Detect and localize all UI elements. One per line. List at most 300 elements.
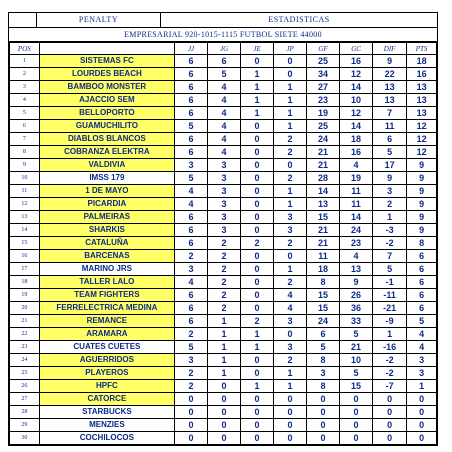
dif-cell: -2 bbox=[373, 367, 407, 380]
je-cell: 0 bbox=[241, 133, 274, 146]
gf-cell: 23 bbox=[307, 94, 340, 107]
gf-cell: 8 bbox=[307, 354, 340, 367]
gf-cell: 8 bbox=[307, 380, 340, 393]
gf-cell: 5 bbox=[307, 341, 340, 354]
jg-cell: 4 bbox=[208, 94, 241, 107]
team-name-cell: DIABLOS BLANCOS bbox=[39, 133, 174, 146]
table-row bbox=[10, 289, 437, 302]
je-cell: 1 bbox=[241, 380, 274, 393]
jg-cell: 4 bbox=[208, 120, 241, 133]
gf-cell: 8 bbox=[307, 276, 340, 289]
team-name-cell: COCHILOCOS bbox=[39, 432, 174, 445]
gc-cell: 13 bbox=[340, 263, 373, 276]
gf-cell: 13 bbox=[307, 198, 340, 211]
gc-cell: 11 bbox=[340, 198, 373, 211]
team-name-cell: IMSS 179 bbox=[39, 172, 174, 185]
dif-cell: -11 bbox=[373, 289, 407, 302]
jp-cell: 1 bbox=[274, 380, 307, 393]
position-cell: 30 bbox=[10, 432, 40, 445]
gc-cell: 4 bbox=[340, 159, 373, 172]
jj-cell: 6 bbox=[175, 107, 208, 120]
je-cell: 1 bbox=[241, 68, 274, 81]
jp-cell: 3 bbox=[274, 224, 307, 237]
position-cell: 24 bbox=[10, 354, 40, 367]
team-name-cell: PALMEIRAS bbox=[39, 211, 174, 224]
pts-cell: 18 bbox=[407, 55, 437, 68]
gf-cell: 3 bbox=[307, 367, 340, 380]
jg-cell: 0 bbox=[208, 432, 241, 445]
jj-cell: 5 bbox=[175, 172, 208, 185]
table-row bbox=[10, 393, 437, 406]
position-cell: 2 bbox=[10, 68, 40, 81]
jj-cell: 6 bbox=[175, 94, 208, 107]
position-cell: 22 bbox=[10, 328, 40, 341]
gc-cell: 18 bbox=[340, 133, 373, 146]
table-row bbox=[10, 146, 437, 159]
gc-cell: 0 bbox=[340, 432, 373, 445]
pts-cell: 12 bbox=[407, 120, 437, 133]
position-cell: 13 bbox=[10, 211, 40, 224]
jj-cell: 6 bbox=[175, 146, 208, 159]
pts-cell: 0 bbox=[407, 432, 437, 445]
position-cell: 1 bbox=[10, 55, 40, 68]
team-name-cell: BARCENAS bbox=[39, 250, 174, 263]
column-header-row bbox=[10, 43, 437, 55]
gc-cell: 16 bbox=[340, 146, 373, 159]
jg-cell: 2 bbox=[208, 289, 241, 302]
gf-cell: 14 bbox=[307, 185, 340, 198]
table-row bbox=[10, 55, 437, 68]
position-cell: 27 bbox=[10, 393, 40, 406]
gc-cell: 12 bbox=[340, 68, 373, 81]
team-name-cell: SISTEMAS FC bbox=[39, 55, 174, 68]
gc-cell: 11 bbox=[340, 185, 373, 198]
jp-cell: 3 bbox=[274, 341, 307, 354]
jp-cell: 0 bbox=[274, 419, 307, 432]
jg-cell: 4 bbox=[208, 133, 241, 146]
gc-cell: 10 bbox=[340, 94, 373, 107]
jp-cell: 1 bbox=[274, 263, 307, 276]
jg-cell: 5 bbox=[208, 68, 241, 81]
jp-cell: 2 bbox=[274, 276, 307, 289]
pts-cell: 9 bbox=[407, 211, 437, 224]
gc-cell: 4 bbox=[340, 250, 373, 263]
pts-cell: 4 bbox=[407, 341, 437, 354]
gf-cell: 24 bbox=[307, 133, 340, 146]
jg-cell: 0 bbox=[208, 406, 241, 419]
je-cell: 0 bbox=[241, 55, 274, 68]
table-row bbox=[10, 263, 437, 276]
position-cell: 19 bbox=[10, 289, 40, 302]
dif-cell: 7 bbox=[373, 107, 407, 120]
jj-cell: 2 bbox=[175, 380, 208, 393]
jp-cell: 2 bbox=[274, 172, 307, 185]
pts-cell: 9 bbox=[407, 198, 437, 211]
position-cell: 5 bbox=[10, 107, 40, 120]
jp-cell: 1 bbox=[274, 94, 307, 107]
pts-cell: 12 bbox=[407, 133, 437, 146]
pts-cell: 0 bbox=[407, 419, 437, 432]
jp-cell: 4 bbox=[274, 289, 307, 302]
gf-cell: 25 bbox=[307, 55, 340, 68]
dif-cell: -2 bbox=[373, 237, 407, 250]
je-cell: 1 bbox=[241, 341, 274, 354]
je-cell: 0 bbox=[241, 120, 274, 133]
table-row bbox=[10, 81, 437, 94]
dif-cell: 0 bbox=[373, 406, 407, 419]
dif-cell: 22 bbox=[373, 68, 407, 81]
table-row bbox=[10, 315, 437, 328]
gf-cell: 0 bbox=[307, 393, 340, 406]
jg-cell: 1 bbox=[208, 328, 241, 341]
pts-cell: 6 bbox=[407, 250, 437, 263]
gc-cell: 14 bbox=[340, 211, 373, 224]
gc-cell: 0 bbox=[340, 419, 373, 432]
team-name-cell: CATORCE bbox=[39, 393, 174, 406]
team-name-cell: VALDIVIA bbox=[39, 159, 174, 172]
dif-cell: -1 bbox=[373, 276, 407, 289]
jg-cell: 3 bbox=[208, 172, 241, 185]
pts-cell: 9 bbox=[407, 172, 437, 185]
gf-cell: 25 bbox=[307, 120, 340, 133]
je-cell: 1 bbox=[241, 328, 274, 341]
jp-cell: 1 bbox=[274, 120, 307, 133]
jp-cell: 2 bbox=[274, 146, 307, 159]
dif-cell: 13 bbox=[373, 94, 407, 107]
jg-cell: 2 bbox=[208, 250, 241, 263]
jp-cell: 1 bbox=[274, 107, 307, 120]
table-row bbox=[10, 107, 437, 120]
pts-cell: 8 bbox=[407, 237, 437, 250]
position-cell: 21 bbox=[10, 315, 40, 328]
dif-cell: 2 bbox=[373, 198, 407, 211]
jg-cell: 3 bbox=[208, 159, 241, 172]
column-header-pos: POS bbox=[10, 43, 40, 55]
column-header-team bbox=[39, 43, 174, 55]
position-cell: 10 bbox=[10, 172, 40, 185]
gf-cell: 19 bbox=[307, 107, 340, 120]
team-name-cell: AGUERRIDOS bbox=[39, 354, 174, 367]
jj-cell: 0 bbox=[175, 406, 208, 419]
pts-cell: 9 bbox=[407, 224, 437, 237]
jg-cell: 3 bbox=[208, 224, 241, 237]
pts-cell: 12 bbox=[407, 146, 437, 159]
pts-cell: 6 bbox=[407, 302, 437, 315]
je-cell: 0 bbox=[241, 276, 274, 289]
jp-cell: 4 bbox=[274, 302, 307, 315]
jg-cell: 2 bbox=[208, 237, 241, 250]
team-name-cell: 1 DE MAYO bbox=[39, 185, 174, 198]
dif-cell: -3 bbox=[373, 224, 407, 237]
team-name-cell: HPFC bbox=[39, 380, 174, 393]
jp-cell: 0 bbox=[274, 250, 307, 263]
jp-cell: 1 bbox=[274, 367, 307, 380]
column-header-jg: JG bbox=[208, 43, 241, 55]
position-cell: 16 bbox=[10, 250, 40, 263]
pts-cell: 3 bbox=[407, 354, 437, 367]
jp-cell: 1 bbox=[274, 198, 307, 211]
jj-cell: 6 bbox=[175, 81, 208, 94]
pts-cell: 1 bbox=[407, 380, 437, 393]
jp-cell: 0 bbox=[274, 393, 307, 406]
jj-cell: 3 bbox=[175, 159, 208, 172]
dif-cell: -16 bbox=[373, 341, 407, 354]
dif-cell: -2 bbox=[373, 354, 407, 367]
gc-cell: 26 bbox=[340, 289, 373, 302]
team-name-cell: MARINO JRS bbox=[39, 263, 174, 276]
jp-cell: 2 bbox=[274, 354, 307, 367]
je-cell: 0 bbox=[241, 146, 274, 159]
position-cell: 23 bbox=[10, 341, 40, 354]
position-cell: 3 bbox=[10, 81, 40, 94]
table-row bbox=[10, 380, 437, 393]
jj-cell: 6 bbox=[175, 237, 208, 250]
standings-table bbox=[9, 42, 437, 445]
header-row bbox=[9, 13, 437, 28]
je-cell: 0 bbox=[241, 159, 274, 172]
gc-cell: 21 bbox=[340, 341, 373, 354]
team-name-cell: FERRELECTRICA MEDINA bbox=[39, 302, 174, 315]
pts-cell: 9 bbox=[407, 185, 437, 198]
jj-cell: 4 bbox=[175, 276, 208, 289]
pts-cell: 6 bbox=[407, 276, 437, 289]
team-name-cell: ARAMARA bbox=[39, 328, 174, 341]
dif-cell: 0 bbox=[373, 419, 407, 432]
team-name-cell: GUAMUCHILITO bbox=[39, 120, 174, 133]
pts-cell: 0 bbox=[407, 406, 437, 419]
je-cell: 0 bbox=[241, 302, 274, 315]
team-name-cell: BELLOPORTO bbox=[39, 107, 174, 120]
gc-cell: 15 bbox=[340, 380, 373, 393]
table-row bbox=[10, 94, 437, 107]
gc-cell: 5 bbox=[340, 367, 373, 380]
position-cell: 20 bbox=[10, 302, 40, 315]
team-name-cell: SHARKIS bbox=[39, 224, 174, 237]
team-name-cell: TEAM FIGHTERS bbox=[39, 289, 174, 302]
jp-cell: 3 bbox=[274, 315, 307, 328]
pts-cell: 3 bbox=[407, 367, 437, 380]
gc-cell: 10 bbox=[340, 354, 373, 367]
jg-cell: 1 bbox=[208, 367, 241, 380]
team-name-cell: STARBUCKS bbox=[39, 406, 174, 419]
position-cell: 26 bbox=[10, 380, 40, 393]
jg-cell: 2 bbox=[208, 276, 241, 289]
gf-cell: 24 bbox=[307, 315, 340, 328]
jj-cell: 5 bbox=[175, 120, 208, 133]
table-row bbox=[10, 133, 437, 146]
jp-cell: 2 bbox=[274, 237, 307, 250]
jj-cell: 5 bbox=[175, 341, 208, 354]
table-row bbox=[10, 406, 437, 419]
je-cell: 0 bbox=[241, 250, 274, 263]
pts-cell: 13 bbox=[407, 107, 437, 120]
jj-cell: 0 bbox=[175, 419, 208, 432]
gc-cell: 36 bbox=[340, 302, 373, 315]
je-cell: 1 bbox=[241, 107, 274, 120]
gf-cell: 21 bbox=[307, 146, 340, 159]
table-row bbox=[10, 250, 437, 263]
team-name-cell: CATALUÑA bbox=[39, 237, 174, 250]
dif-cell: 7 bbox=[373, 250, 407, 263]
gc-cell: 0 bbox=[340, 393, 373, 406]
je-cell: 0 bbox=[241, 354, 274, 367]
dif-cell: 9 bbox=[373, 172, 407, 185]
je-cell: 1 bbox=[241, 94, 274, 107]
jg-cell: 0 bbox=[208, 419, 241, 432]
gc-cell: 14 bbox=[340, 81, 373, 94]
column-header-jp: JP bbox=[274, 43, 307, 55]
jg-cell: 4 bbox=[208, 81, 241, 94]
gf-cell: 27 bbox=[307, 81, 340, 94]
table-row bbox=[10, 237, 437, 250]
column-header-dif: DIF bbox=[373, 43, 407, 55]
gf-cell: 11 bbox=[307, 250, 340, 263]
jj-cell: 6 bbox=[175, 133, 208, 146]
position-cell: 14 bbox=[10, 224, 40, 237]
pts-cell: 6 bbox=[407, 263, 437, 276]
team-name-cell: AJACCIO SEM bbox=[39, 94, 174, 107]
team-name-cell: COBRANZA ELEKTRA bbox=[39, 146, 174, 159]
jj-cell: 2 bbox=[175, 328, 208, 341]
jp-cell: 1 bbox=[274, 81, 307, 94]
jp-cell: 0 bbox=[274, 159, 307, 172]
gf-cell: 15 bbox=[307, 289, 340, 302]
table-row bbox=[10, 159, 437, 172]
position-cell: 11 bbox=[10, 185, 40, 198]
table-row bbox=[10, 172, 437, 185]
gc-cell: 5 bbox=[340, 328, 373, 341]
gf-cell: 6 bbox=[307, 328, 340, 341]
team-name-cell: PLAYEROS bbox=[39, 367, 174, 380]
pts-cell: 13 bbox=[407, 94, 437, 107]
jp-cell: 0 bbox=[274, 55, 307, 68]
jp-cell: 0 bbox=[274, 68, 307, 81]
team-name-cell: CUATES CUETES bbox=[39, 341, 174, 354]
table-row bbox=[10, 367, 437, 380]
pts-cell: 0 bbox=[407, 393, 437, 406]
position-cell: 8 bbox=[10, 146, 40, 159]
jj-cell: 0 bbox=[175, 393, 208, 406]
gf-cell: 15 bbox=[307, 211, 340, 224]
position-cell: 25 bbox=[10, 367, 40, 380]
jj-cell: 6 bbox=[175, 211, 208, 224]
jp-cell: 3 bbox=[274, 211, 307, 224]
jg-cell: 1 bbox=[208, 341, 241, 354]
table-row bbox=[10, 224, 437, 237]
jj-cell: 2 bbox=[175, 250, 208, 263]
gc-cell: 33 bbox=[340, 315, 373, 328]
jj-cell: 6 bbox=[175, 68, 208, 81]
table-row bbox=[10, 276, 437, 289]
position-cell: 4 bbox=[10, 94, 40, 107]
jg-cell: 2 bbox=[208, 302, 241, 315]
team-name-cell: REMANCE bbox=[39, 315, 174, 328]
jj-cell: 6 bbox=[175, 302, 208, 315]
jj-cell: 6 bbox=[175, 315, 208, 328]
jg-cell: 0 bbox=[208, 393, 241, 406]
gf-cell: 15 bbox=[307, 302, 340, 315]
dif-cell: 5 bbox=[373, 146, 407, 159]
dif-cell: 0 bbox=[373, 393, 407, 406]
jj-cell: 6 bbox=[175, 224, 208, 237]
jg-cell: 4 bbox=[208, 146, 241, 159]
column-header-jj: JJ bbox=[175, 43, 208, 55]
gc-cell: 24 bbox=[340, 224, 373, 237]
penalty-label: PENALTY bbox=[37, 13, 161, 27]
jj-cell: 6 bbox=[175, 289, 208, 302]
team-name-cell: TALLER LALO bbox=[39, 276, 174, 289]
gf-cell: 34 bbox=[307, 68, 340, 81]
pts-cell: 13 bbox=[407, 81, 437, 94]
pts-cell: 9 bbox=[407, 159, 437, 172]
gf-cell: 0 bbox=[307, 432, 340, 445]
position-cell: 28 bbox=[10, 406, 40, 419]
team-name-cell: LOURDES BEACH bbox=[39, 68, 174, 81]
jj-cell: 6 bbox=[175, 55, 208, 68]
dif-cell: 5 bbox=[373, 263, 407, 276]
standings-sheet bbox=[8, 12, 438, 446]
gc-cell: 9 bbox=[340, 276, 373, 289]
position-cell: 29 bbox=[10, 419, 40, 432]
gf-cell: 21 bbox=[307, 237, 340, 250]
jg-cell: 4 bbox=[208, 107, 241, 120]
je-cell: 2 bbox=[241, 237, 274, 250]
gf-cell: 0 bbox=[307, 419, 340, 432]
dif-cell: 0 bbox=[373, 432, 407, 445]
dif-cell: 17 bbox=[373, 159, 407, 172]
position-cell: 18 bbox=[10, 276, 40, 289]
league-subtitle: EMPRESARIAL 920-1015-1115 FUTBOL SIETE 44000 bbox=[9, 28, 437, 42]
table-row bbox=[10, 354, 437, 367]
je-cell: 0 bbox=[241, 211, 274, 224]
je-cell: 0 bbox=[241, 224, 274, 237]
position-cell: 15 bbox=[10, 237, 40, 250]
jp-cell: 2 bbox=[274, 133, 307, 146]
pts-cell: 5 bbox=[407, 315, 437, 328]
gc-cell: 12 bbox=[340, 107, 373, 120]
jg-cell: 2 bbox=[208, 263, 241, 276]
table-row bbox=[10, 120, 437, 133]
jj-cell: 2 bbox=[175, 367, 208, 380]
jj-cell: 3 bbox=[175, 354, 208, 367]
pts-cell: 6 bbox=[407, 289, 437, 302]
gf-cell: 21 bbox=[307, 159, 340, 172]
je-cell: 0 bbox=[241, 419, 274, 432]
gc-cell: 0 bbox=[340, 406, 373, 419]
jp-cell: 0 bbox=[274, 432, 307, 445]
jg-cell: 3 bbox=[208, 211, 241, 224]
dif-cell: 1 bbox=[373, 211, 407, 224]
table-row bbox=[10, 302, 437, 315]
column-header-je: JE bbox=[241, 43, 274, 55]
pts-cell: 4 bbox=[407, 328, 437, 341]
estadisticas-label: ESTADISTICAS bbox=[268, 15, 330, 24]
jp-cell: 0 bbox=[274, 406, 307, 419]
column-header-gf: GF bbox=[307, 43, 340, 55]
gc-cell: 16 bbox=[340, 55, 373, 68]
table-row bbox=[10, 198, 437, 211]
position-cell: 6 bbox=[10, 120, 40, 133]
position-cell: 12 bbox=[10, 198, 40, 211]
jj-cell: 4 bbox=[175, 185, 208, 198]
header-corner-cell bbox=[9, 13, 37, 27]
jj-cell: 3 bbox=[175, 263, 208, 276]
je-cell: 0 bbox=[241, 198, 274, 211]
dif-cell: 6 bbox=[373, 133, 407, 146]
gf-cell: 0 bbox=[307, 406, 340, 419]
jp-cell: 1 bbox=[274, 185, 307, 198]
jp-cell: 0 bbox=[274, 328, 307, 341]
